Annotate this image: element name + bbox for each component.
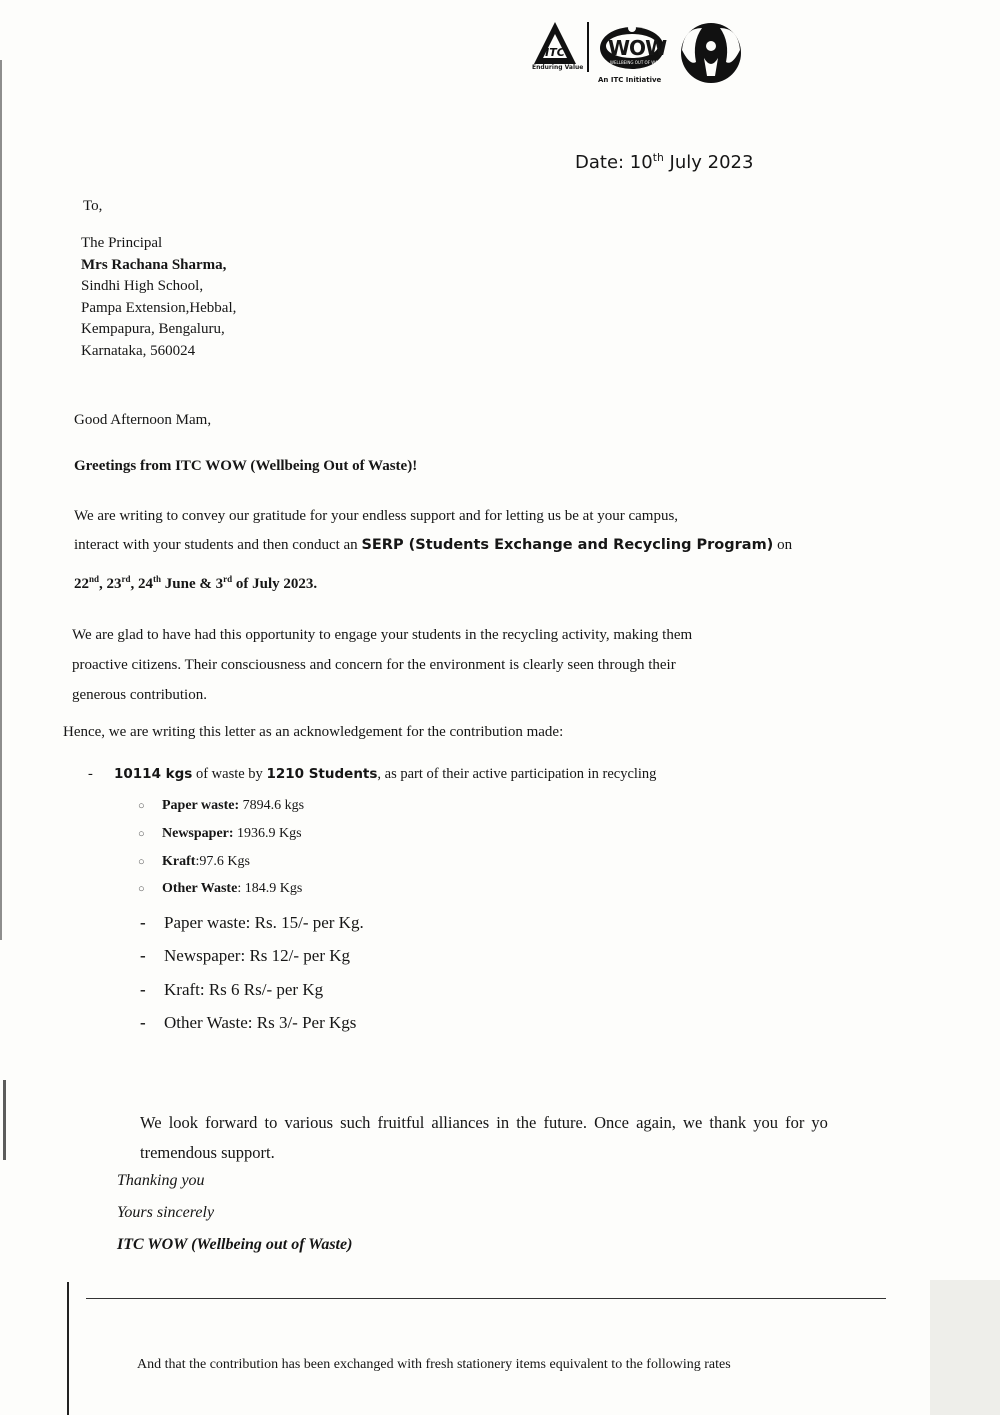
hands-logo (672, 22, 750, 84)
address-line: Karnataka, 560024 (81, 342, 196, 359)
yours-sincerely: Yours sincerely (117, 1204, 215, 1221)
address-line: Pampa Extension,Hebbal, (81, 299, 237, 316)
event-dates: 22nd, 23rd, 24th June & 3rd of July 2023. (74, 574, 318, 592)
scan-edge-mark (0, 60, 2, 940)
greeting-heading: Greetings from ITC WOW (Wellbeing Out of Waste)! (74, 458, 418, 474)
scan-edge-mark (3, 1080, 6, 1160)
paragraph-line: generous contribution. (72, 687, 207, 703)
itc-tagline: Enduring Value (532, 64, 584, 71)
circle-bullet-icon: ○ (138, 883, 145, 895)
program-name: SERP (Students Exchange and Recycling Program) (361, 537, 774, 553)
breakdown-item: ○ Kraft:97.6 Kgs (138, 854, 250, 869)
total-kgs: 10114 kgs (114, 766, 193, 782)
scan-edge-mark (930, 1280, 1000, 1415)
wow-ring-text: WELLBEING OUT OF WASTE (610, 60, 666, 65)
paragraph-line: We look forward to various such fruitful alliances in the future. Once again, we thank you for yo (140, 1113, 828, 1132)
letter-date: Date: 10th July 2023 (575, 151, 754, 173)
rate-item: - Kraft: Rs 6 Rs/- per Kg (140, 980, 324, 999)
address-line: Kempapura, Bengaluru, (81, 321, 225, 337)
svg-text:ITC: ITC (545, 46, 565, 59)
recipient-address (81, 233, 236, 362)
paragraph-line: proactive citizens. Their consciousness and concern for the environment is clearly seen through their (72, 657, 676, 673)
recipient-title: The Principal (81, 235, 163, 251)
itc-logo (532, 20, 584, 76)
rate-item: - Other Waste: Rs 3/- Per Kgs (140, 1013, 357, 1032)
divider-line (86, 1298, 886, 1299)
gratitude-paragraph (74, 502, 834, 560)
recipient-name: Mrs Rachana Sharma, (81, 256, 227, 273)
itc-initiative-label: An ITC Initiative (598, 76, 662, 84)
wow-logo (598, 22, 666, 72)
circle-bullet-icon: ○ (138, 828, 145, 840)
student-count: 1210 Students (266, 766, 378, 782)
paragraph-line: interact with your students and then conduct an SERP (Students Exchange and Recycling Program) on (74, 537, 793, 553)
closing-paragraph (140, 1108, 915, 1168)
salutation: Good Afternoon Mam, (74, 412, 212, 428)
circle-bullet-icon: ○ (138, 856, 145, 868)
rate-item: - Newspaper: Rs 12/- per Kg (140, 946, 351, 965)
scan-edge-mark (67, 1282, 69, 1415)
paragraph-line: We are glad to have had this opportunity to engage your students in the recycling activity, making them (72, 627, 693, 643)
acknowledgement-intro: Hence, we are writing this letter as an acknowledgement for the contribution made: (63, 724, 564, 740)
to-label: To, (83, 198, 103, 214)
paragraph-line: tremendous support. (140, 1143, 275, 1162)
circle-bullet-icon: ○ (138, 800, 145, 812)
sender-org: ITC WOW (Wellbeing out of Waste) (117, 1236, 353, 1253)
contribution-summary: - 10114 kgs of waste by 1210 Students, as part of their active participation in recycling (88, 766, 657, 782)
engagement-paragraph (72, 620, 832, 710)
breakdown-item: ○ Newspaper: 1936.9 Kgs (138, 826, 302, 841)
paragraph-line: We are writing to convey our gratitude for your endless support and for letting us be at your campus, (74, 508, 679, 524)
address-line: Sindhi High School, (81, 278, 204, 294)
dash-bullet: - (88, 766, 93, 782)
logo-divider (587, 22, 589, 72)
wow-text: WOW (608, 36, 667, 60)
breakdown-item: ○ Paper waste: 7894.6 kgs (138, 798, 305, 813)
rate-item: - Paper waste: Rs. 15/- per Kg. (140, 913, 364, 932)
thanking-you: Thanking you (117, 1172, 205, 1189)
footer-note: And that the contribution has been exchanged with fresh stationery items equivalent to the following rates (137, 1357, 731, 1372)
breakdown-item: ○ Other Waste: 184.9 Kgs (138, 881, 303, 896)
